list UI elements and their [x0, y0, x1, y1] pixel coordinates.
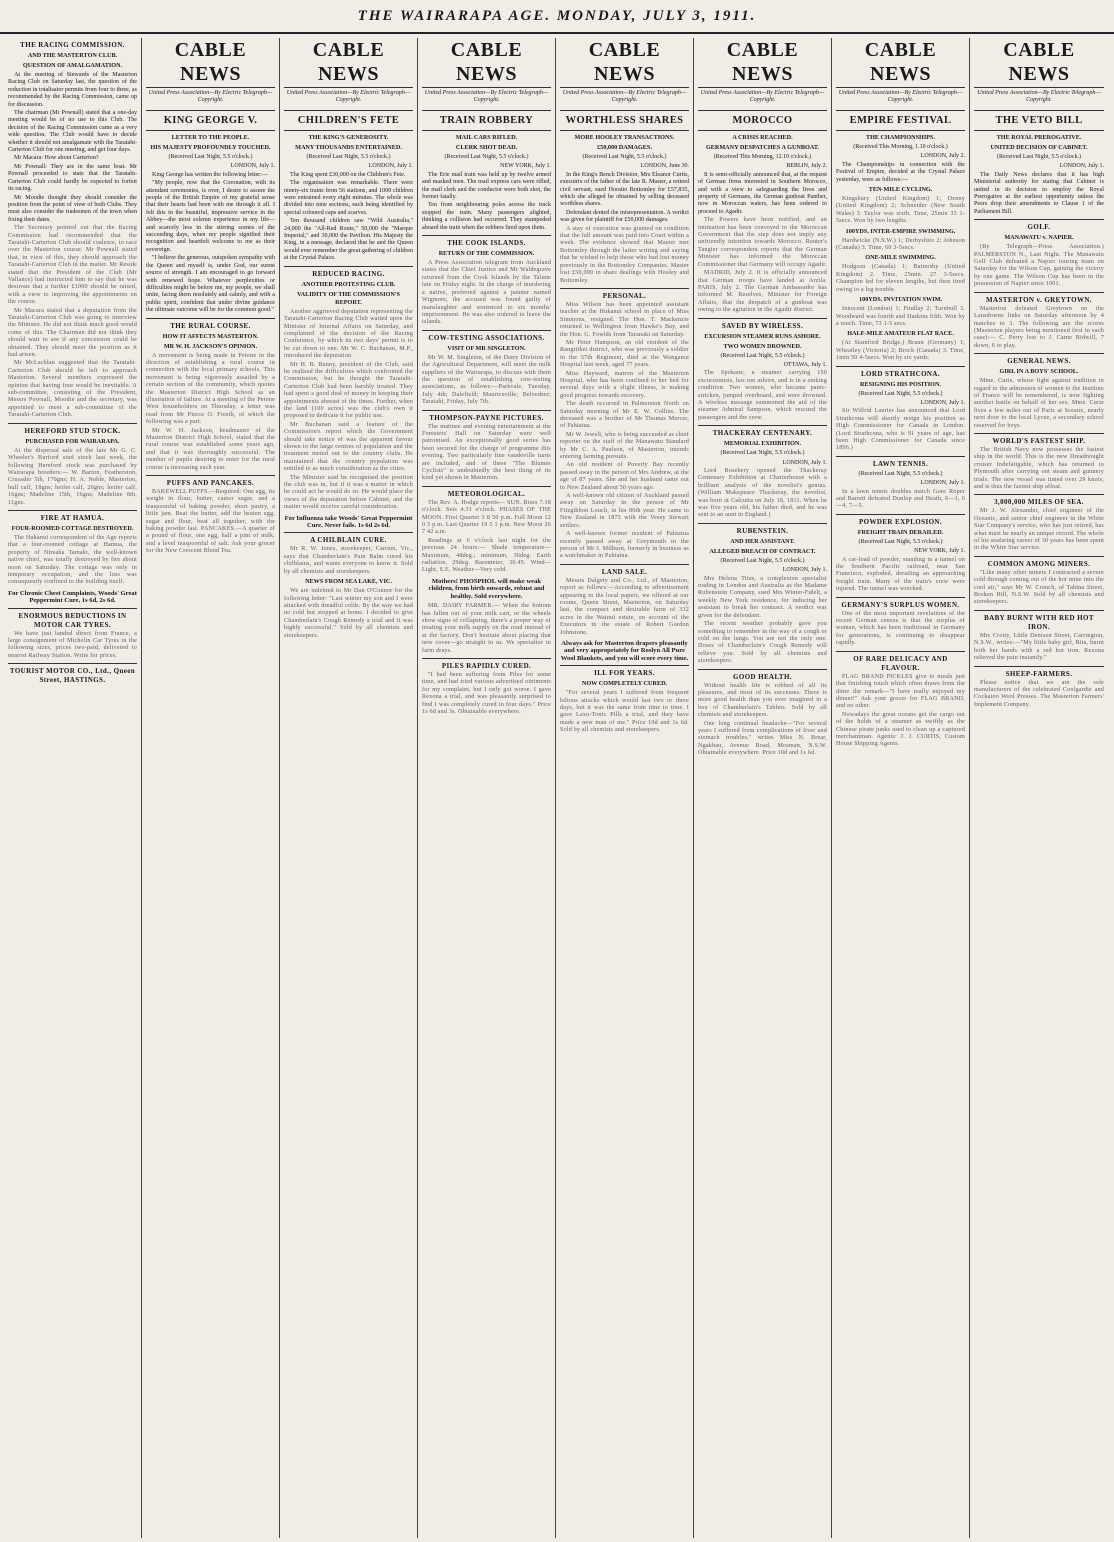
- received-time: (Received Last Night, 5.5 o'clock.): [858, 390, 943, 397]
- column-rule: [8, 510, 137, 511]
- section-heading: A CHILBLAIN CURE.: [310, 536, 387, 545]
- article-paragraph: Mrs Crotty, Little Denison Street, Carrington, N.S.W., writes:—"My little baby girl, Rita, burnt both her hands with a red hot iron. Rexona relieved the pain instantly.": [974, 632, 1104, 662]
- column-banner: CABLE NEWS: [836, 38, 965, 88]
- sub-heading: GIRL IN A BOYS' SCHOOL.: [999, 368, 1079, 376]
- sub-heading: ANOTHER PROTESTING CLUB.: [301, 280, 396, 288]
- column-rule: [974, 433, 1104, 434]
- received-time: (Received This Morning, 1.10 o'clock.): [853, 144, 948, 150]
- column-5: [556, 38, 694, 1538]
- received-time: (Received Last Night, 5.5 o'clock.): [858, 538, 943, 545]
- article-paragraph: A well-known old citizen of Auckland passed away on Saturday in the person of Mr Fitzgibbon Louch, in his 86th year. He came to New Zealand in 1875 with the Vesey Stewart settlers.: [560, 493, 689, 529]
- column-rule: [8, 608, 137, 609]
- section-heading: MASTERTON v. GREYTOWN.: [986, 295, 1092, 304]
- dateline: LONDON, June 30.: [640, 163, 689, 170]
- article-paragraph: A car-load of powder, standing in a tunnel on the Southern Pacific railroad, near San Francisco, exploded, derailing an approaching freight train. Many of the train's crew were injured. The tunnel was wrecked.: [836, 556, 965, 593]
- dateline: NEW YORK, July 1.: [500, 163, 551, 170]
- article-paragraph: The Powers have been notified, and an intimation has been conveyed to the Moroccan Government that the step does not imply any unfriendly intention towards Morocco. Reuter's Tangier correspondent reports that the German Minister has informed the Moroccan Commissioner that Germany will occupy Agadir.: [698, 217, 827, 268]
- dateline: BERLIN, July 2.: [786, 163, 827, 170]
- article-paragraph: (At Stamford Bridge.) Braun (Germany) 1; Wheatley (Victoria) 2; Brock (Canada) 3. Time, 1min 50 4-5secs. Won by six yards.: [836, 340, 965, 362]
- article-paragraph: Ten thousand children saw "Wild Australia," 24,000 the "All-Red Route," 50,000 the "Marque Imperial," and 30,000 the Pavilion. His Majesty the King, in a message, declared that he and the Queen would ever remember the great gathering of children at the Crystal Palace.: [284, 218, 413, 262]
- column-rule: [974, 292, 1104, 293]
- column-rule: [974, 219, 1104, 220]
- column-rule: [836, 514, 965, 515]
- article-paragraph: Readings at 6 o'clock last night for the previous 24 hours:— Shade temperature—Maximum, 48deg.; minimum, 36deg. Earth radiation, 29deg. Barometer, 30.45. Wind—Light, S.E. Weather—Very cold.: [422, 537, 551, 574]
- section-heading: GERMANY'S SURPLUS WOMEN.: [841, 600, 960, 609]
- section-heading: SAVED BY WIRELESS.: [721, 321, 804, 330]
- sub-heading: VISIT OF MR SINGLETON.: [447, 344, 526, 352]
- section-heading: TOURIST MOTOR CO., Ltd., Queen Street, HASTINGS.: [9, 667, 136, 685]
- sub-heading: ONE-MILE SWIMMING.: [865, 254, 936, 262]
- sub-heading: MR W. H. JACKSON'S OPINION.: [163, 342, 258, 350]
- column-rule: [836, 366, 965, 367]
- article-paragraph: Mr Macara: How about Carterton?: [14, 155, 99, 162]
- article-paragraph: Mr Macara stated that a deputation from the Taratahi-Carterton Club was going to interview the Minister. He did not think much good would come of this. The Chairman did not think they should wait to see if any concession could be obtained. They should meet the position as it had arisen.: [8, 307, 137, 359]
- dateline: LONDON, July 1.: [920, 399, 965, 406]
- section-heading: ENORMOUS REDUCTIONS IN MOTOR CAR TYRES.: [18, 611, 127, 629]
- article-paragraph: The chairman (Mr Pownall) stated that a one-day meeting would be of no use to this Club. The decision of the Racing Commission came as a very wide question. The Club would have to decide whether it should not amalgamate with the Taratahi-Carterton Club for one meeting, and get four days.: [8, 110, 137, 154]
- column-8: [970, 38, 1108, 1538]
- sub-heading: THE KING'S GENEROSITY.: [308, 134, 389, 141]
- section-heading: THACKERAY CENTENARY.: [712, 429, 813, 438]
- story-headline: MOROCCO: [698, 110, 827, 131]
- article-paragraph: Sir Wilfrid Laurier has announced that Lord Strathcona will shortly resign his position as High Commissioner for Canada in London. (Lord Strathcona, who is 91 years of age, has been High Commissioner for Canada since 1896.): [836, 408, 965, 452]
- section-heading: REDUCED RACING.: [312, 269, 385, 278]
- story-headline: EMPIRE FESTIVAL: [836, 110, 965, 131]
- article-paragraph: Messrs Dalgety and Co., Ltd., of Masterton, report as follows:—According to advertisement appearing in the local papers, we offered at our rooms, Queen Street, Masterton, on Saturday last, the compact and desirable farm of 332 acres in the Wainui estate, on account of the Executors in the estate of Robert Gordon Johnstone.: [560, 577, 689, 636]
- article-paragraph: A Press Association telegram from Auckland states that the Chief Justice and Mr Waldegrave returned from the Cook Islands by the Talune late on Friday night. In the charge of murdering a native, preferred against a painter named Wigmore, the accused was found guilty of manslaughter and sentenced to six months' imprisonment. He was also ordered to leave the islands.: [422, 260, 551, 326]
- sub-heading: MANAWATU v. NAPIER.: [1004, 234, 1074, 242]
- article-paragraph: The organisation was remarkable. There were ninety-six trains from 56 stations, and 1000 children were entrained every eight minutes. The whole was divided into nine sections, each being identified by special coloured caps and scarves.: [284, 180, 413, 216]
- section-heading: THOMPSON-PAYNE PICTURES.: [429, 413, 544, 422]
- advertisement: For Influenza take Woods' Great Peppermint Cure. Never fails. 1s 6d 2s 6d.: [284, 514, 413, 530]
- wire-credit: United Press Association—By Electric Telegraph—Copyright.: [838, 90, 963, 103]
- article-paragraph: The death occurred in Palmerston North on Saturday morning of Mr E. W. Collins. The deceased was a brother of Mr Thomas Mercer, of Pahiatua.: [560, 401, 689, 430]
- article-paragraph: FLAG BRAND PICKLES give to meals just that finishing touch which often draws from the diner the remark—"I have really enjoyed my dinner!" Ask your grocer for FLAG BRAND, and no other.: [836, 673, 965, 710]
- article-paragraph: The matinee and evening entertainment at the Foresters' Hall on Saturday were well patronised. An exceptionally good series has been secured for the change of programme this evening. Two particularly fine vaudeville turns are included, and of these "The Blumes Cyclists" is undoubtedly the best thing of its kind yet shown in Masterton.: [422, 423, 551, 482]
- sub-heading: TEN-MILE CYCLING.: [868, 186, 933, 194]
- story-headline: TRAIN ROBBERY: [422, 110, 551, 131]
- section-heading: FIRE AT HAMUA.: [40, 513, 105, 522]
- received-time: (Received Last Night, 5.5 o'clock.): [168, 154, 253, 160]
- section-heading: THE RACING COMMISSION.: [20, 41, 125, 49]
- column-banner: CABLE NEWS: [284, 38, 413, 88]
- story-headline: THE VETO BILL: [974, 110, 1104, 131]
- dateline: NEW YORK, July 1.: [914, 548, 965, 555]
- section-heading: RUBENSTEIN.: [736, 526, 789, 535]
- article-paragraph: The Championships in connection with the Festival of Empire, decided at the Crystal Palace yesterday, were as follows:—: [836, 161, 965, 183]
- article-paragraph: (By Telegraph—Press Association.) PALMERSTON N., Last Night. The Manawatu Golf Club defeated a Napier touring team on Saturday for the Wilson Cup, gaining the victory by one game. The Wilson Cup has been in the possession of Napier since 1901.: [974, 244, 1104, 288]
- sub-heading: UNITED DECISION OF CABINET.: [990, 144, 1088, 151]
- wire-credit: United Press Association—By Electric Telegraph—Copyright.: [148, 90, 273, 103]
- sub-heading: HALF-MILE AMATEUR FLAT RACE.: [847, 330, 954, 338]
- article-paragraph: Mr McLachlan suggested that the Taratahi-Carterton Club should be left to approach Masterton. Several members expressed the opinion that having four would be inevitable. A sub-committee, consisting of the President, Messrs Pownall, Moodie and the secretary, was appointed to meet a sub-committee of the Taratahi-Carterton Club.: [8, 360, 137, 419]
- sub-heading: LETTER TO THE PEOPLE.: [171, 134, 250, 141]
- column-rule: [974, 353, 1104, 354]
- column-rule: [422, 410, 551, 411]
- section-heading: METEOROLOGICAL.: [447, 489, 526, 498]
- sub-heading: HOW IT AFFECTS MASTERTON.: [162, 332, 259, 340]
- article-paragraph: Please notice that we are the sole manufacturers of the celebrated Coolgardie and Cockatoo Wool Presses. The Masterton Farmers' Implement Company.: [974, 679, 1104, 708]
- sub-heading: NEWS FROM SEA LAKE, VIC.: [305, 578, 392, 586]
- article-paragraph: A movement is being made in Petone in the direction of establishing a rural course in connection with the local primary schools. This movement is being vigorously assailed by a certain section of the community, which quotes the Masterton District High School as an illustration of failure. At a meeting of the Petone West householders on Thursday, a letter was read from Mr Pierce O. Freeth, of which the following was a part.: [146, 352, 275, 426]
- story-headline: CHILDREN'S FETE: [284, 110, 413, 131]
- sub-heading: MANY THOUSANDS ENTERTAINED.: [295, 144, 402, 151]
- sub-heading: £50,000 DAMAGES.: [597, 144, 652, 151]
- column-rule: [8, 663, 137, 664]
- received-time: (Received Last Night, 5.5 o'clock.): [582, 154, 667, 160]
- section-heading: LAWN TENNIS.: [872, 459, 929, 468]
- article-paragraph: The British Navy now possesses the fastest ship in the world. This is the new Dreadnought cruiser Indefatigable, which has returned to Plymouth after carrying out steam and gunnery trials. The new vessel was timed over 29 knots, and is thus the fastest ship afloat.: [974, 446, 1104, 490]
- advertisement: Always ask for Masterton drapers pleasantly and very appropriately for Roslyn All Pure Wool Blankets, and you will score every time.: [560, 639, 689, 662]
- article-paragraph: Mr R. W. Jones, storekeeper, Carrum, Vic., says that Chamberlain's Pain Balm cured his chilblains, and wants everyone to know it. Sold by all chemists and storekeepers.: [284, 546, 413, 575]
- section-heading: POWDER EXPLOSION.: [858, 517, 943, 526]
- article-paragraph: Mr Peter Hampson, an old resident of the Rangitikei district, who was previously a soldier in the 57th Regiment, died at the Wanganui Hospital last week, aged 77 years.: [560, 339, 689, 369]
- section-heading: WORLD'S FASTEST SHIP.: [992, 436, 1086, 445]
- article-paragraph: Mr Moodie thought they should consider the position from the point of view of both Clubs. They must also consider the tradesmen of the town when fixing their dates.: [8, 194, 137, 223]
- column-rule: [422, 330, 551, 331]
- column-banner: CABLE NEWS: [974, 38, 1104, 88]
- received-time: (Received Last Night, 5.5 o'clock.): [306, 154, 391, 160]
- article-paragraph: The recent weather probably gave you something to remember in the way of a cough or cold on the lungs. You are not the only one. Doses of Chamberlain's Cough Remedy will relieve you. Sold by all chemists and storekeepers.: [698, 621, 827, 665]
- sub-heading: HIS MAJESTY PROFOUNDLY TOUCHED.: [150, 144, 271, 151]
- column-rule: [836, 597, 965, 598]
- dateline: LONDON, July 1.: [920, 480, 965, 487]
- sub-heading: AND THE MASTERTON CLUB.: [27, 52, 118, 59]
- column-rule: [146, 318, 275, 319]
- article-paragraph: Mrs Helena Titus, a complexion specialist trading in London and Australia as the Madame Rubenstein Company, sued Mrs Winter-Fidelt, a weekly New York residence, for inducing her assistant to break her contract. A verdict was given for the defendant.: [698, 575, 827, 619]
- column-6: [694, 38, 832, 1538]
- article-paragraph: We have just landed direct from France, a large consignment of Michelin Car Tyres in the following sizes, prices two-paid, delivered to nearest Railway Station. Write for prices.: [8, 630, 137, 659]
- column-rule: [560, 288, 689, 289]
- article-paragraph: MADRID, July 2. It is officially announced that German troops have landed at Arzila. PARIS, July 2. The German Ambassador has informed M. Reselves, Minister for Foreign Affairs, that the despatch of a gunboat was owing to the agitation in the Agadir district.: [698, 270, 827, 314]
- column-4: [418, 38, 556, 1538]
- sub-heading: CLERK SHOT DEAD.: [455, 144, 518, 151]
- article-paragraph: Miss Hayward, matron of the Masterton Hospital, who has been confined to her bed for several days with a slight illness, is making good progress towards recovery.: [560, 370, 689, 399]
- article-paragraph: MR. DAIRY FARMER.— When the bottom has fallen out of your milk cart, or the wheels show signs of collapsing, there's a proper way of treating your milk supply on the road instead of at the factory. Don't hesitate about placing that new cover—go straight to us. We specialise in farm drays.: [422, 603, 551, 654]
- sub-heading: MAIL CARS RIFLED.: [455, 134, 518, 141]
- article-paragraph: An old resident of Poverty Bay recently passed away in the person of Mrs Andrew, at the age of 87 years. She and her husband came out to New Zealand about 50 years ago.: [560, 462, 689, 491]
- column-rule: [974, 494, 1104, 495]
- article-paragraph: Mr W. H. Jackson, headmaster of the Masterton District High School, stated that the rural course was established some years ago, and that it was thoroughly successful. The number of pupils desiring to enter for the rural course is increasing each year.: [146, 427, 275, 471]
- article-paragraph: "I believe the generous, outspoken sympathy with the Queen and myself is, under God, our surest source of strength. I am encouraged to go forward with renewed hope. Whatever perplexities or difficulties might be before me, my people, we shall unite, facing them resolutely and calmly, and with a public spirit, confident that under divine guidance the ultimate outcome will be for the common good.": [146, 255, 275, 314]
- article-paragraph: Mr H. B. Bunny, president of the Club, said he realised the difficulties which confronted the Commission, but he thought the Taratahi-Carterton Club had been harshly treated. They had spent a good deal of money in keeping their appointments abreast of the times. Further, when the land (100 acres) was the club's own it proposed to dedicate it for public use.: [284, 361, 413, 420]
- article-paragraph: The Rev. A. Hodge reports— SUN. Rises 7.18 o'clock. Sets 4.31 o'clock. PHASES OF THE MOON. First Quarter 3 8 50 p.m. Full Moon 12 0 5 p.m. Last Quarter 19 5 1 p.m. New Moon 26 7 42 a.m.: [422, 499, 551, 536]
- advertisement: For Chronic Chest Complaints, Woods' Great Peppermint Cure, 1s 6d, 2s 6d.: [8, 589, 137, 605]
- column-rule: [836, 651, 965, 652]
- article-paragraph: Nowadays the great oceans get the cargo out of the holds of a steamer as swiftly as the Chinese pirate junks used to clean up a captured merchantman. Agents: J. J. CURTIS, Custom House Shipping Agents.: [836, 711, 965, 748]
- masthead-title: THE WAIRARAPA AGE. MONDAY, JULY 3, 1911.: [357, 7, 757, 24]
- column-banner: CABLE NEWS: [698, 38, 827, 88]
- article-paragraph: Mr Buchanan said a feature of the Commission's report which the Government should take notice of was the apparent favour shown to the large centres of population and the treatment meted out to the country clubs. He maintained that the country population was entitled to as much consideration as the cities.: [284, 421, 413, 473]
- article-paragraph: Miss Wilson has been appointed assistant teacher at the Hukanui school in place of Miss Simmons, resigned. The Hon. T. Mackenzie returned to Wellington from Hawke's Bay, and the Hon. G. Fowlds from Taranaki on Saturday.: [560, 301, 689, 338]
- sub-heading: TWO WOMEN DROWNED.: [723, 342, 802, 350]
- wire-credit: United Press Association—By Electric Telegraph—Copyright.: [977, 90, 1101, 103]
- sub-heading: MORE HOOLEY TRANSACTIONS.: [574, 134, 675, 141]
- section-heading: PILES RAPIDLY CURED.: [441, 661, 532, 670]
- section-heading: OF RARE DELICACY AND FLAVOUR.: [853, 654, 948, 672]
- article-paragraph: The Minister said he recognised the position the club was in, but if it was a matter in which he could act he would do so. He would place the views of the deputation before Cabinet, and the matter would receive careful consideration.: [284, 474, 413, 511]
- sub-heading: NOW COMPLETELY CURED.: [581, 680, 668, 688]
- article-paragraph: The Daily News declares that it has high Ministerial authority for stating that Cabinet is united in its decision to employ the Royal Prerogative at the earliest opportunity unless the Peers drop their amendments to Clause 1 of the Parliament Bill.: [974, 171, 1104, 215]
- wire-credit: United Press Association—By Electric Telegraph—Copyright.: [286, 90, 411, 103]
- dateline: LONDON, July 1.: [782, 459, 827, 466]
- article-paragraph: Masterton defeated Greytown on the Lansdowne links on Saturday afternoon by 4 matches to 3. The following are the scores (Masterton players being mentioned first in each case):— C. Perry lost to J. Carne Bidwill, 7 down, 6 to play.: [974, 305, 1104, 349]
- dateline: OTTAWA, July 1.: [783, 361, 827, 368]
- sub-heading: FREIGHT TRAIN DERAILED.: [857, 528, 944, 536]
- article-paragraph: The Secretary pointed out that the Racing Commission had recommended that the Taratahi-Carterton Club should coalesce, to race over the Masterton course. Mr Pownall stated that, in view of this, they should approach the Taratahi-Carterton Club in the matter. Mr Reside stated that the President of the Club (Mr Vallance) had instructed him to say that he was desirous that a further £1000 should be raised, with a view to improving the appointments on the course.: [8, 225, 137, 306]
- section-heading: PUFFS AND PANCAKES.: [166, 479, 255, 488]
- article-paragraph: It is semi-officially announced that, at the request of German firms interested in Southern Morocco, and with a view to safeguarding the lives and property of Germans, the German gunboat Panther, now in Moroccan waters, has been ordered to proceed to Agadir.: [698, 171, 827, 215]
- article-paragraph: Innocent (London) 1; Findlay 2; Turnbull 3. Woodward was fourth and Haskins fifth. Won by a touch. Time, 73 1-5 secs.: [836, 306, 965, 327]
- article-paragraph: "Like many other miners I contracted a severe cold through coming out of the hot mine into the cool air," says Mr W. Crouch, of Tabina Street, Broken Hill, N.S.W. Sold by all chemists and storekeepers.: [974, 569, 1104, 606]
- article-paragraph: "For several years I suffered from frequent bilious attacks which would last two or three days, but it was the same from time to time. I gave Laxo-Tonic Pills a trial, and they have made a new man of me." Price 10d and 1s 6d. Sold by all chemists and storekeepers.: [560, 690, 689, 734]
- article-paragraph: Mr W. Jewell, who is being succeeded as chief reporter on the staff of the Manawatu Standard by Mr C. A. Paulson, of Masterton, intends entering farming pursuits.: [560, 431, 689, 461]
- sub-heading: THE CHAMPIONSHIPS.: [865, 134, 936, 141]
- column-rule: [836, 456, 965, 457]
- column-rule: [974, 556, 1104, 557]
- sub-heading: A CRISIS REACHED.: [732, 134, 793, 141]
- column-banner: CABLE NEWS: [422, 38, 551, 88]
- column-rule: [560, 564, 689, 565]
- column-rule: [698, 669, 827, 670]
- article-paragraph: We are indebted to Mr Dan O'Connor for the following letter: "Last winter my son and I were attacked with dreadful colds. By the way we had no cold but stopped at home. I decided to give Chamberlain's Cough Remedy a trial and it was highly successful." Sold by all chemists and storekeepers.: [284, 588, 413, 639]
- section-heading: LAND SALE.: [601, 567, 648, 576]
- column-rule: [422, 658, 551, 659]
- column-rule: [422, 235, 551, 236]
- sub-heading: FOUR-ROOMED COTTAGE DESTROYED.: [11, 524, 134, 532]
- section-heading: THE RURAL COURSE.: [170, 321, 251, 330]
- story-headline: WORTHLESS SHARES: [560, 110, 689, 131]
- received-time: (Received Last Night, 5.5 o'clock.): [720, 450, 805, 457]
- article-paragraph: Kingsbury (United Kingdom) 1; Denny (United Kingdom) 2; Schneider (New South Wales) 3. Taylor was sixth. Time, 25min 35 1-5secs. Won by two lengths.: [836, 196, 965, 225]
- column-7: [832, 38, 970, 1538]
- advertisement: Mothers! PHOSPHOL will make weak children, from birth onwards, robust and healthy. Sold everywhere.: [428, 577, 545, 600]
- article-paragraph: Mme. Curie, whose fight against tradition in regard to the admission of women to the Institute of France will be remembered, is now fighting another battle on behalf of her sex. Mme. Curie lives a few miles out of Paris at Sceaux, nearly next door to the local Lycee, a secondary school reserved for boys.: [974, 378, 1104, 429]
- column-rule: [146, 475, 275, 476]
- article-paragraph: Hardwicke (N.S.W.) 1; Derbyshire 2; Johnson (Canada) 3. Time, 60 3-5secs.: [836, 237, 965, 252]
- section-heading: SHEEP-FARMERS.: [1005, 669, 1073, 678]
- column-rule: [284, 266, 413, 267]
- dateline: LONDON, July 1.: [230, 163, 275, 170]
- section-heading: BABY BURNT WITH RED HOT IRON.: [984, 613, 1094, 631]
- section-heading: THE COOK ISLANDS.: [447, 239, 526, 248]
- sub-heading: GERMANY DESPATCHES A GUNBOAT.: [705, 144, 820, 151]
- article-paragraph: Defendant denied the misrepresentation. A verdict was given for plaintiff for £50,000 damages.: [560, 209, 689, 224]
- wire-credit: United Press Association—By Electric Telegraph—Copyright.: [424, 90, 549, 103]
- article-paragraph: In a lawn tennis doubles match Gore Roper and Barrett defeated Dunlop and Heath, 6—1, 6—4, 7—5.: [836, 488, 965, 510]
- article-paragraph: A well-known former resident of Pahiatua recently passed away at Greymouth in the person of Mr J. Milburn, formerly in business as a watchmaker in Pahiatua.: [560, 531, 689, 560]
- column-rule: [284, 532, 413, 533]
- received-time: (Received Last Night, 5.5 o'clock.): [444, 154, 529, 160]
- article-paragraph: "My people, now that the Coronation, with its attendant ceremonies, is over, I desire to assure the people of the British Empire of my grateful sense that their hearts had been with me through it all. I felt this in the beautiful, impressive service in the Abbey—the most solemn experience in my life—and scarcely less in the stirring scenes of the succeeding days, when my people signified their recognition and heartfelt welcome to me as their sovereign.: [146, 180, 275, 253]
- column-rule: [698, 523, 827, 524]
- article-paragraph: BAKEWELL PUFFS.—Required: One egg, its weight in flour, butter, castor sugar, and a teaspoonful of baking powder, short pastry, a little jam. Beat the butter, add the beaten egg, sugar and flour, beat all together, with the baking powder last. PANCAKES.—A quarter of a pound of flour, one egg, half a pint of milk, and a level teaspoonful of salt. Ask your grocer for the New Crescent Blend Tea.: [146, 489, 275, 555]
- sub-heading: MEMORIAL EXHIBITION.: [723, 440, 801, 448]
- column-rule: [974, 666, 1104, 667]
- article-paragraph: The Erie mail train was held up by twelve armed and masked men. The mail express cars were rifled, the mail clerk and the conductor were both shot, the former fatally.: [422, 171, 551, 201]
- article-paragraph: Without health life is robbed of all its pleasures, and most of its successes. There is more good health than you ever imagined in a box of Chamberlain's Tablets. Sold by all chemists and storekeepers.: [698, 682, 827, 719]
- column-banner: CABLE NEWS: [560, 38, 689, 88]
- column-rule: [422, 486, 551, 487]
- sub-heading: ALLEGED BREACH OF CONTRACT.: [709, 547, 816, 555]
- article-paragraph: Mr Pownall: They are in the same boat. Mr Pownall proceeded to state that the Taratahi-Carterton Club could hardly be expected to forfeit its racing.: [8, 163, 137, 193]
- section-heading: HEREFORD STUD STOCK.: [24, 426, 121, 435]
- received-time: (Received Last Night, 5.5 o'clock.): [997, 154, 1081, 160]
- article-paragraph: One long continual headache—"For several years I suffered from complications of liver and stomach troubles," writes Miss N. Brear, Ngakhau, Avenue Road, Mosman, N.S.W. Obtainable everywhere. Price 10d and 1s 6d.: [698, 720, 827, 757]
- section-heading: LORD STRATHCONA.: [860, 369, 940, 378]
- received-time: (Received Last Night, 5.5 o'clock.): [720, 557, 805, 564]
- section-heading: COW-TESTING ASSOCIATIONS.: [428, 333, 545, 342]
- article-paragraph: Mr J. W. Alexander, chief engineer of the Oceanic, and senior chief engineer in the White Star Company's service, who has just retired, has what must be nearly an unique record. The whole of his seafaring career of 30 years has been spent in the White Star service.: [974, 508, 1104, 552]
- sub-heading: RETURN OF THE COMMISSION.: [438, 250, 535, 258]
- sub-heading: 100YDS. INTER-EMPIRE SWIMMING.: [845, 227, 956, 235]
- newspaper-page: [4, 38, 1110, 1538]
- received-time: (Received Last Night, 5.5 o'clock.): [858, 470, 943, 477]
- section-heading: GENERAL NEWS.: [1007, 357, 1071, 366]
- column-rule: [698, 318, 827, 319]
- article-paragraph: Ten from neighbouring poles across the track stopped the train. Many passengers alighted, thinking a collision had occurred. They stampeded aboard the train when the robbers fired upon them.: [422, 202, 551, 231]
- article-paragraph: The Spokane, a steamer carrying 150 excursionists, has run ashore, and is in a sinking condition. Two women, who became panic-stricken, jumped overboard, and were drowned. A wireless message summoned the aid of the steamer Admiral Sampson, which rescued the passengers and the crew.: [698, 370, 827, 421]
- article-paragraph: In the King's Bench Division, Mrs Eleanor Curtis, executrix of the father of the late R. Master, a retired civil servant, sued Horatio Bottomley for £57,835, which she alleged he obtained by selling deceased worthless shares.: [560, 171, 689, 208]
- story-headline: KING GEORGE V.: [146, 110, 275, 131]
- received-time: (Received Last Night, 5.5 o'clock.): [720, 352, 805, 359]
- section-heading: GOLF.: [1027, 223, 1051, 232]
- sub-heading: VALIDITY OF THE COMMISSION'S REPORT.: [297, 290, 400, 306]
- article-paragraph: A stay of execution was granted on condition that the full amount was paid into Court within a week. The evidence showed that Master met Bottomley through the latter writing and saying that he wished to help those who had lost money previously in the Bottomley Companies. Master lost £50,000 in share dealings with Hooley and Bottomley.: [560, 225, 689, 284]
- article-paragraph: "I had been suffering from Piles for some time, and had tried various advertised ointments for my complaint, but I only got worse. I gave Rexona a trial, and was pleasantly surprised to find I was completely cured in four days." Price 1s 6d and 3s. Obtainable everywhere.: [422, 671, 551, 715]
- sub-heading: THE ROYAL PREROGATIVE.: [996, 134, 1082, 141]
- column-rule: [8, 423, 137, 424]
- article-paragraph: One of the most important revelations of the recent German census is that the surplus of women, which has been traditional in Germany for generations, is continuing to disappear rapidly.: [836, 610, 965, 647]
- article-paragraph: At the meeting of Stewards of the Masterton Racing Club on Saturday last, the question of the reduction in totalisator permits from four to three, as recommended by the Racing Commission, came up for discussion.: [8, 72, 137, 108]
- column-rule: [560, 665, 689, 666]
- article-paragraph: King George has written the following letter:—: [152, 171, 268, 178]
- received-time: (Received This Morning, 12.10 o'clock.): [713, 154, 812, 160]
- sub-heading: QUESTION OF AMALGAMATION.: [22, 62, 123, 69]
- section-heading: COMMON AMONG MINERS.: [987, 559, 1091, 568]
- column-rule: [698, 425, 827, 426]
- sub-heading: 100YDS. INVITATION SWIM.: [859, 296, 942, 304]
- sub-heading: PURCHASED FOR WAIRARAPA.: [25, 437, 120, 445]
- sub-heading: RESIGNING HIS POSITION.: [860, 380, 941, 388]
- section-heading: PERSONAL.: [602, 291, 647, 300]
- column-banner: CABLE NEWS: [146, 38, 275, 88]
- article-paragraph: The King spent £30,000 on the Children's Fete.: [290, 171, 406, 178]
- dateline: LONDON, July 1.: [1059, 163, 1104, 170]
- masthead: [0, 0, 1114, 34]
- column-rule: [974, 610, 1104, 611]
- column-2: [142, 38, 280, 1538]
- column-1: [4, 38, 142, 1538]
- dateline: LONDON, July 1.: [368, 163, 413, 170]
- article-paragraph: Hodgson (Canada) 1; Battersby (United Kingdom) 2. Time, 25min. 27 3-5secs. Champion led for eleven lengths, but then tired owing to a leg trouble.: [836, 264, 965, 293]
- wire-credit: United Press Association—By Electric Telegraph—Copyright.: [700, 90, 825, 103]
- article-paragraph: Mr W. M. Singleton, of the Dairy Division of the Agricultural Department, will meet the milk suppliers of the Wairarapa, to discuss with them the question of establishing cow-testing associations, as follows:—Parkvale, Tuesday, July 4th; Dalefield; Mauriceville; Belvedere; Taratahi, Friday, July 7th.: [422, 354, 551, 406]
- section-heading: GOOD HEALTH.: [733, 672, 792, 681]
- article-paragraph: Lord Rosebery opened the Thackeray Centenary Exhibition at Charterhouse with a brilliant analysis of the novelist's genius. (William Makepeace Thackeray, the novelist, was born at Calcutta on July 18, 1811. When he was five years old, his father died, and he was sent to an aunt in England.): [698, 468, 827, 519]
- section-heading: 3,000,000 MILES OF SEA.: [994, 498, 1084, 507]
- sub-heading: AND HER ASSISTANT.: [730, 537, 795, 545]
- article-paragraph: The Hukanui correspondent of the Age reports that a four-roomed cottage at Hamua, the property of Nireaha Tamaki, the well-known native chief, was totally destroyed by fire about noon on Saturday. The cottage was only in temporary occupation, and the loss was consequently confined to the building itself.: [8, 534, 137, 586]
- column-3: [280, 38, 418, 1538]
- sub-heading: EXCURSION STEAMER RUNS ASHORE.: [704, 332, 821, 340]
- section-heading: ILL FOR YEARS.: [594, 669, 655, 678]
- dateline: LONDON, July 2.: [920, 153, 965, 160]
- article-paragraph: Another aggrieved deputation representing the Taratahi-Carterton Racing Club waited upon the Minister of Internal Affairs on Saturday, and complained of the decision of the Racing Conference, by which its two days' permit is to be cut down to one. Mr W. C. Buchanan, M.P., introduced the deputation.: [284, 308, 413, 360]
- wire-credit: United Press Association—By Electric Telegraph—Copyright.: [562, 90, 687, 103]
- dateline: LONDON, July 1.: [782, 567, 827, 574]
- article-paragraph: At the dispersal sale of the late Mr G. C. Wheeler's Burford stud stock last week, the following Hereford stock was purchased by Wairarapa breeders:— W. Barton, Featherston, Crusader 5th, 170gns; H. A. Noble, Masterton, bull calf, 18gns; heifer calf, 20gns; heifer calf, 16gns; Madeline 15th, 16gns; Madeline 8th, 11gns.: [8, 447, 137, 506]
